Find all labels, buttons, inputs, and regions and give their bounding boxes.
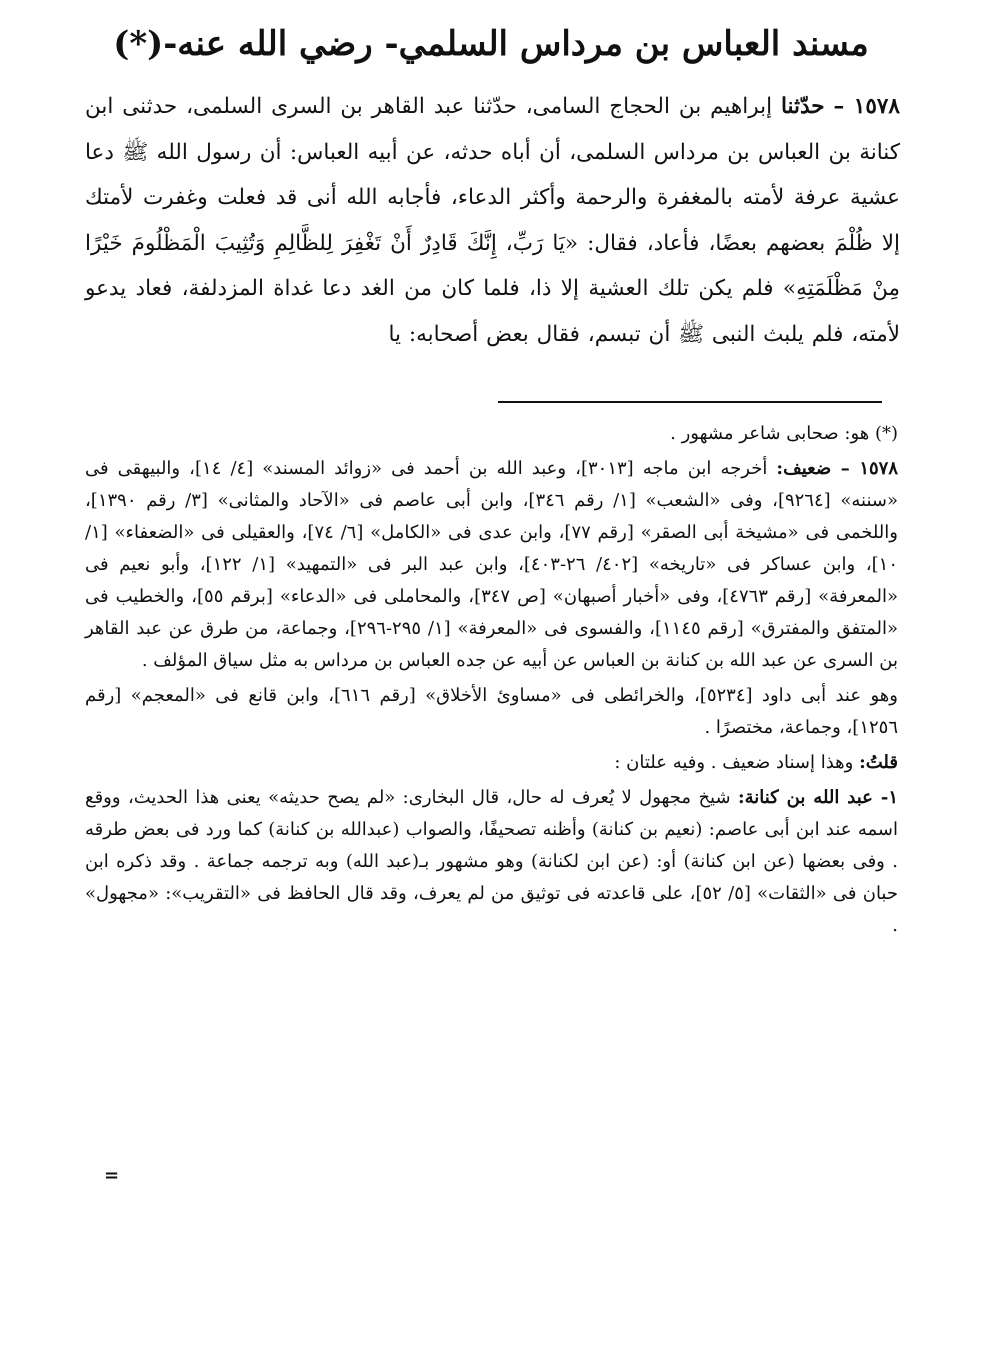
- hadith-body: إبراهيم بن الحجاج السامى، حدّثنا عبد القاهر بن السرى السلمى، حدثنى ابن كنانة بن العباس بن مرداس السلمى، أن أباه حدثه، عن أبيه العباس: أن رسول الله ﷺ دعا عشية عرفة لأمته بالمغفرة والرحمة وأكثر الدعاء، فأجابه الله أنى قد فعلت وغفرت لأمتك إلا ظُلْمَ بعضهم بعضًا، فأعاد، فقال: «يَا رَبِّ، إِنَّكَ قَادِرٌ أَنْ تَغْفِرَ لِلظَّالِمِ وَتُثِيبَ الْمَظْلُومَ خَيْرًا مِنْ مَظْلَمَتِهِ» فلم يكن تلك العشية إلا ذا، فلما كان من الغد دعا غداة المزدلفة، فعاد يدعو لأمته، فلم يلبث النبى ﷺ أن تبسم، فقال بعض أصحابه: يا: [85, 94, 900, 347]
- judgment-heading: قلتُ:: [859, 752, 898, 773]
- takhrij-footnote: [85, 453, 898, 677]
- continuation-mark: =: [104, 1165, 120, 1186]
- footnote-divider: [498, 401, 882, 403]
- first-reason-text: شيخ مجهول لا يُعرف له حال، قال البخارى: «لم يصح حديثه» يعنى هذا الحديث، ووقع اسمه عند ابن أبى عاصم: (نعيم بن كنانة) وأظنه تصحيفًا، والصواب (عبدالله بن كنانة) كما ورد فى بعض طرقه . وفى بعضها (عن ابن كنانة) أو: (عن ابن لكنانة) وهو مشهور بـ(عبد الله) وبه ترجمه جماعة . وقد ذكره ابن حبان فى «الثقات» [٥/ ٥٢]، على قاعدته فى توثيق من لم يعرف، وقد قال الحافظ فى «التقريب»: «مجهول» .: [85, 787, 898, 936]
- other-sources-note: وهو عند أبى داود [٥٢٣٤]، والخرائطى فى «مساوئ الأخلاق» [رقم ٦١٦]، وابن قانع فى «المعجم» [رقم ١٢٥٦]، وجماعة، مختصرًا .: [85, 685, 898, 738]
- first-reason-note: [85, 782, 898, 942]
- first-reason-heading: ١- عبد الله بن كنانة:: [737, 787, 898, 808]
- narration-lead: حدّثنا: [780, 94, 825, 119]
- hadith-number: ١٥٧٨ –: [833, 94, 900, 119]
- page-title: مسند العباس بن مرداس السلمي- رضي الله عنه-(*): [113, 24, 869, 64]
- judgment-note: [85, 747, 898, 779]
- hadith-text: [85, 84, 900, 358]
- takhrij-text: أخرجه ابن ماجه [٣٠١٣]، وعبد الله بن أحمد فى «زوائد المسند» [٤/ ١٤]، والبيهقى فى «سننه» [٩٢٦٤]، وفى «الشعب» [١/ رقم ٣٤٦]، وابن أبى عاصم فى «الآحاد والمثانى» [٣/ رقم ١٣٩٠]، واللخمى فى «مشيخة أبى الصقر» [رقم ٧٧]، وابن عدى فى «الكامل» [٦/ ٧٤]، والعقيلى فى «الضعفاء» [١/ ١٠]، وابن عساكر فى «تاريخه» [٤٠٢/ ٢٦-٤٠٣]، وابن عبد البر فى «التمهيد» [١/ ١٢٢]، وأبو نعيم فى «المعرفة» [رقم ٤٧٦٣]، وفى «أخبار أصبهان» [ص ٣٤٧]، والمحاملى فى «الدعاء» [برقم ٥٥]، والخطيب فى «المتفق والمفترق» [رقم ١١٤٥]، والفسوى فى «المعرفة» [١/ ٢٩٥-٢٩٦]، وجماعة، من طرق عن عبد القاهر بن السرى عن عبد الله بن كنانة بن العباس عن أبيه عن جده العباس بن مرداس به مثل سياق المؤلف .: [85, 458, 899, 671]
- footnotes: [85, 418, 898, 945]
- companion-footnote: (*) هو: صحابى شاعر مشهور .: [670, 423, 898, 444]
- judgment-text: وهذا إسناد ضعيف . وفيه علتان :: [614, 752, 854, 773]
- takhrij-heading: ١٥٧٨ – ضعيف:: [776, 458, 898, 479]
